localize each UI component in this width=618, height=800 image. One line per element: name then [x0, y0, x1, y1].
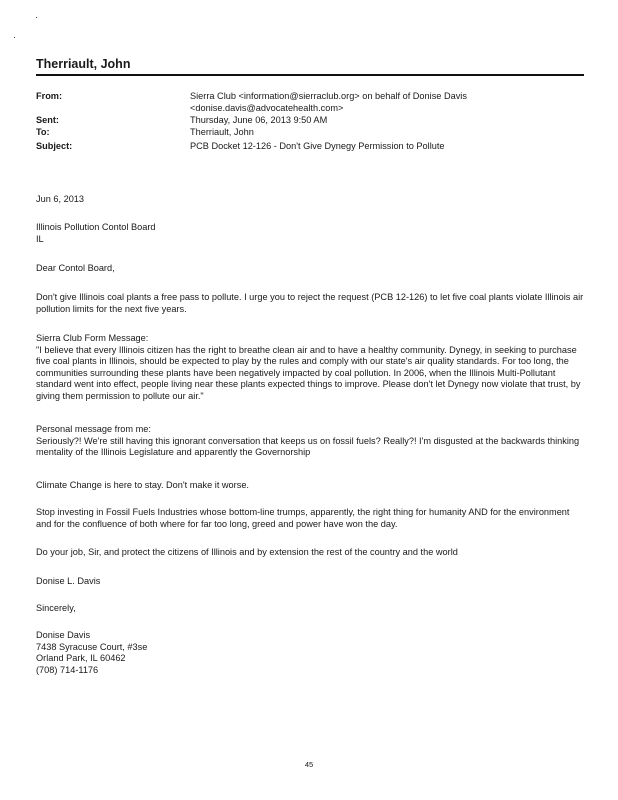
to-value: Therriault, John — [190, 127, 254, 137]
intro-paragraph: Don't give Illinois coal plants a free pass to pollute. I urge you to reject the request (PCB 12-126) to let five coal plants violate Illinois air pollution limits for the next five years. — [36, 292, 584, 314]
salutation: Dear Contol Board, — [36, 263, 115, 273]
to-row — [36, 126, 584, 138]
subject-row — [36, 140, 584, 152]
form-message-heading: Sierra Club Form Message: — [36, 333, 149, 343]
scan-speck — [36, 17, 37, 18]
recipient-line-2: IL — [36, 233, 44, 244]
sender-name: Donise Davis — [36, 630, 91, 640]
scan-speck — [14, 37, 15, 38]
sender-address-line-2: Orland Park, IL 60462 — [36, 653, 126, 664]
stop-investing-paragraph: Stop investing in Fossil Fuels Industries whose bottom-line trumps, apparently, the right thing for humanity AND for the environment and for the confluence of both where for far too long, greed and power have won the day. — [36, 507, 570, 529]
personal-message-heading: Personal message from me: — [36, 424, 151, 434]
signature-name: Donise L. Davis — [36, 576, 101, 586]
do-your-job-paragraph: Do your job, Sir, and protect the citizens of Illinois and by extension the rest of the country and the world — [36, 547, 458, 557]
sender-address-line-1: 7438 Syracuse Court, #3se — [36, 641, 148, 652]
page-number: 45 — [304, 760, 314, 769]
sender-phone: (708) 714-1176 — [36, 664, 99, 675]
from-row — [36, 90, 584, 114]
sent-row — [36, 114, 584, 126]
personal-message-block — [36, 424, 584, 459]
closing: Sincerely, — [36, 603, 76, 613]
email-date: Jun 6, 2013 — [36, 194, 85, 204]
form-message-block — [36, 333, 584, 403]
sender-block — [36, 630, 584, 676]
subject-label: Subject: — [36, 141, 73, 151]
recipient-name-title: Therriault, John — [36, 57, 131, 71]
climate-paragraph: Climate Change is here to stay. Don't make it worse. — [36, 480, 249, 490]
subject-value: PCB Docket 12-126 - Don't Give Dynegy Permission to Pollute — [190, 141, 445, 151]
header-rule — [36, 74, 584, 76]
from-value-line1: Sierra Club <information@sierraclub.org> on behalf of Donise Davis — [190, 91, 467, 101]
to-label: To: — [36, 127, 50, 137]
form-message-text: "I believe that every Illinois citizen has the right to breathe clean air and to have a healthy community. Dynegy, in seeking to purchase five coal plants in Illinois, should be expected to play by the rules and comply with our state's air quality standards. For too long, the communities surrounding these plants have been negatively impacted by coal pollution. In 2006, when the Illinois Multi-Pollutant standard went into effect, people living near these plants expected things to improve. Please don't let Dynegy now violate that trust, by giving them permission to pollute our air." — [36, 344, 581, 401]
sent-label: Sent: — [36, 115, 59, 125]
recipient-address — [36, 222, 584, 245]
personal-message-text: Seriously?! We're still having this ignorant conversation that keeps us on fossil fuels? Really?! I'm disgusted at the backwards thinking mentality of the Illinois Legislature and apparently the Governorship — [36, 435, 580, 458]
from-value-line2: <donise.davis@advocatehealth.com> — [190, 103, 344, 113]
sent-value: Thursday, June 06, 2013 9:50 AM — [190, 115, 328, 125]
recipient-line-1: Illinois Pollution Contol Board — [36, 222, 156, 232]
from-label: From: — [36, 91, 63, 101]
